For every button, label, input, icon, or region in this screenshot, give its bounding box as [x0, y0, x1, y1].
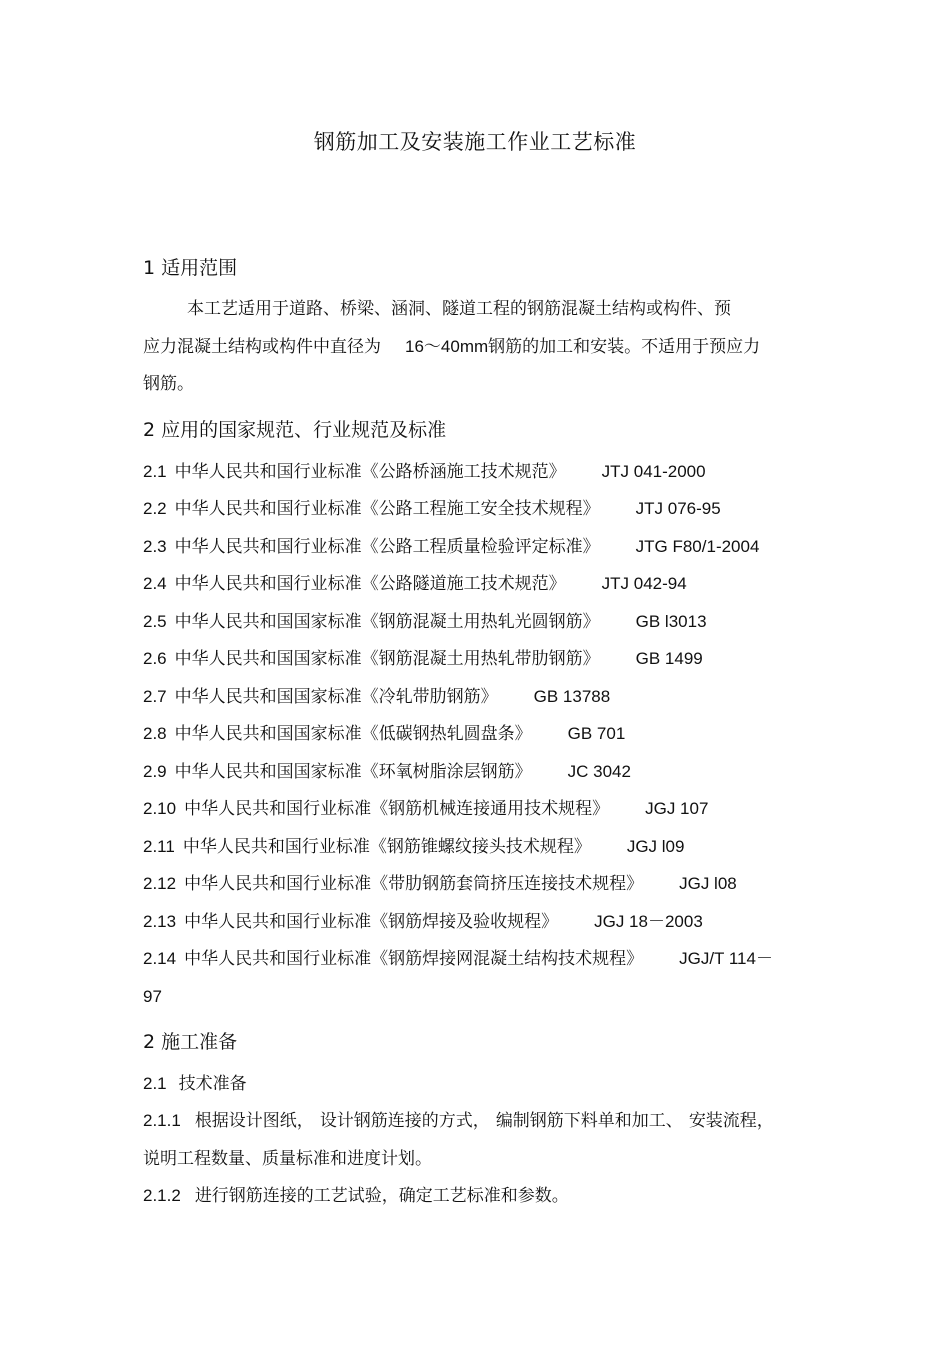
standard-item-number: 2.3: [143, 537, 167, 556]
standard-item-number: 2.7: [143, 687, 167, 706]
standard-item-number: 2.14: [143, 949, 177, 968]
document-title: 钢筋加工及安装施工作业工艺标准: [313, 130, 637, 154]
standard-item-text: 中华人民共和国行业标准《带肋钢筋套筒挤压连接技术规程》: [184, 874, 644, 894]
standard-item-number: 2.5: [143, 612, 167, 631]
standard-item-code: JGJ 107: [645, 799, 709, 818]
standard-item-text: 中华人民共和国国家标准《钢筋混凝土用热轧光圆钢筋》: [174, 612, 600, 632]
standard-item-number: 2.4: [143, 574, 167, 593]
standard-item-number: 2.1: [143, 462, 167, 481]
standard-item-14-wrap: 97: [143, 987, 162, 1006]
standard-item-text: 中华人民共和国行业标准《公路隧道施工技术规范》: [174, 574, 566, 594]
subsection-number: 2.1: [143, 1074, 167, 1093]
standard-item: [143, 536, 759, 558]
standard-item-code: GB l3013: [635, 612, 707, 631]
standard-item-number: 2.9: [143, 762, 167, 781]
standard-item-code: JTJ 076-95: [635, 499, 721, 518]
standard-item-number: 2.2: [143, 499, 167, 518]
standard-item-text: 中华人民共和国国家标准《低碳钢热轧圆盘条》: [174, 724, 532, 744]
scope-paragraph-line-2: [143, 336, 760, 358]
section-2-heading: 2 应用的国家规范、行业规范及标准: [143, 419, 447, 441]
standard-item: [143, 873, 737, 895]
standard-item: [143, 723, 625, 745]
paragraph-2-1-2: [143, 1185, 569, 1207]
standard-item-code: JTJ 042-94: [601, 574, 687, 593]
paragraph-2-1-1-part-b: 设计钢筋连接的方式，: [319, 1111, 490, 1131]
standard-item-code: JGJ/T 114－: [679, 949, 773, 968]
standard-item-number: 2.12: [143, 874, 177, 893]
scope-paragraph-line-3: 钢筋。: [143, 374, 194, 394]
paragraph-2-1-1-number: 2.1.1: [143, 1111, 181, 1130]
scope-paragraph-line-1: 本工艺适用于道路、桥梁、涵洞、隧道工程的钢筋混凝土结构或构件、预: [187, 299, 731, 319]
standard-item-code: JTJ 041-2000: [601, 462, 706, 481]
standard-item-number: 2.11: [143, 837, 175, 856]
standard-item: [143, 798, 708, 820]
standard-item: [143, 761, 631, 783]
standard-item-number: 2.6: [143, 649, 167, 668]
paragraph-2-1-1-part-c: 编制钢筋下料单和加工、: [495, 1111, 683, 1131]
standard-item: [143, 648, 703, 670]
standard-item-code: JC 3042: [567, 762, 631, 781]
standard-item: [143, 836, 684, 858]
standard-item: [143, 573, 687, 595]
standard-item-text: 中华人民共和国行业标准《钢筋机械连接通用技术规程》: [184, 799, 610, 819]
section-3-heading: 2 施工准备: [143, 1031, 238, 1053]
standard-item-text: 中华人民共和国行业标准《钢筋焊接及验收规程》: [184, 912, 559, 932]
standard-item: [143, 686, 610, 708]
standard-item-code: JGJ 18－2003: [594, 912, 703, 931]
standard-item-code: GB 13788: [533, 687, 611, 706]
paragraph-2-1-2-number: 2.1.2: [143, 1186, 181, 1205]
standard-item-code: JGJ l09: [626, 837, 685, 856]
standard-item-text: 中华人民共和国国家标准《环氧树脂涂层钢筋》: [174, 762, 532, 782]
standard-item-text: 中华人民共和国行业标准《公路桥涵施工技术规范》: [174, 462, 566, 482]
scope-diameter-range: 16～40mm: [405, 337, 489, 356]
standard-item: [143, 911, 703, 933]
standard-item: [143, 948, 773, 970]
paragraph-2-1-1-part-d: 安装流程，: [688, 1111, 774, 1131]
standard-item-number: 2.8: [143, 724, 167, 743]
standard-item-text: 中华人民共和国国家标准《冷轧带肋钢筋》: [174, 687, 498, 707]
standard-item-text: 中华人民共和国行业标准《钢筋锥螺纹接头技术规程》: [182, 837, 591, 857]
paragraph-2-1-2-text: 进行钢筋连接的工艺试验，确定工艺标准和参数。: [194, 1186, 569, 1206]
paragraph-2-1-1-part-a: 根据设计图纸，: [194, 1111, 314, 1131]
standard-item-text: 中华人民共和国行业标准《公路工程质量检验评定标准》: [174, 537, 600, 557]
standard-item-code: JGJ l08: [679, 874, 737, 893]
standard-item-number: 2.10: [143, 799, 177, 818]
standard-item-text: 中华人民共和国行业标准《钢筋焊接网混凝土结构技术规程》: [184, 949, 644, 969]
scope-line-2-part-c: 钢筋的加工和安装。不适用于预应力: [488, 337, 761, 357]
standard-item-number: 2.13: [143, 912, 177, 931]
standard-item: [143, 461, 706, 483]
standard-item: [143, 498, 721, 520]
subsection-heading: [143, 1073, 247, 1095]
scope-line-2-part-a: 应力混凝土结构或构件中直径为: [143, 337, 381, 357]
standard-item-code: GB 1499: [635, 649, 703, 668]
paragraph-2-1-1-line-1: [143, 1110, 774, 1132]
subsection-title: 技术准备: [178, 1074, 247, 1094]
standard-item: [143, 611, 707, 633]
paragraph-2-1-1-line-2: 说明工程数量、质量标准和进度计划。: [143, 1149, 432, 1169]
section-1-heading: 1 适用范围: [143, 257, 238, 279]
standard-item-code: GB 701: [567, 724, 626, 743]
standard-item-text: 中华人民共和国行业标准《公路工程施工安全技术规程》: [174, 499, 600, 519]
standard-item-code: JTG F80/1-2004: [635, 537, 760, 556]
standard-item-text: 中华人民共和国国家标准《钢筋混凝土用热轧带肋钢筋》: [174, 649, 600, 669]
